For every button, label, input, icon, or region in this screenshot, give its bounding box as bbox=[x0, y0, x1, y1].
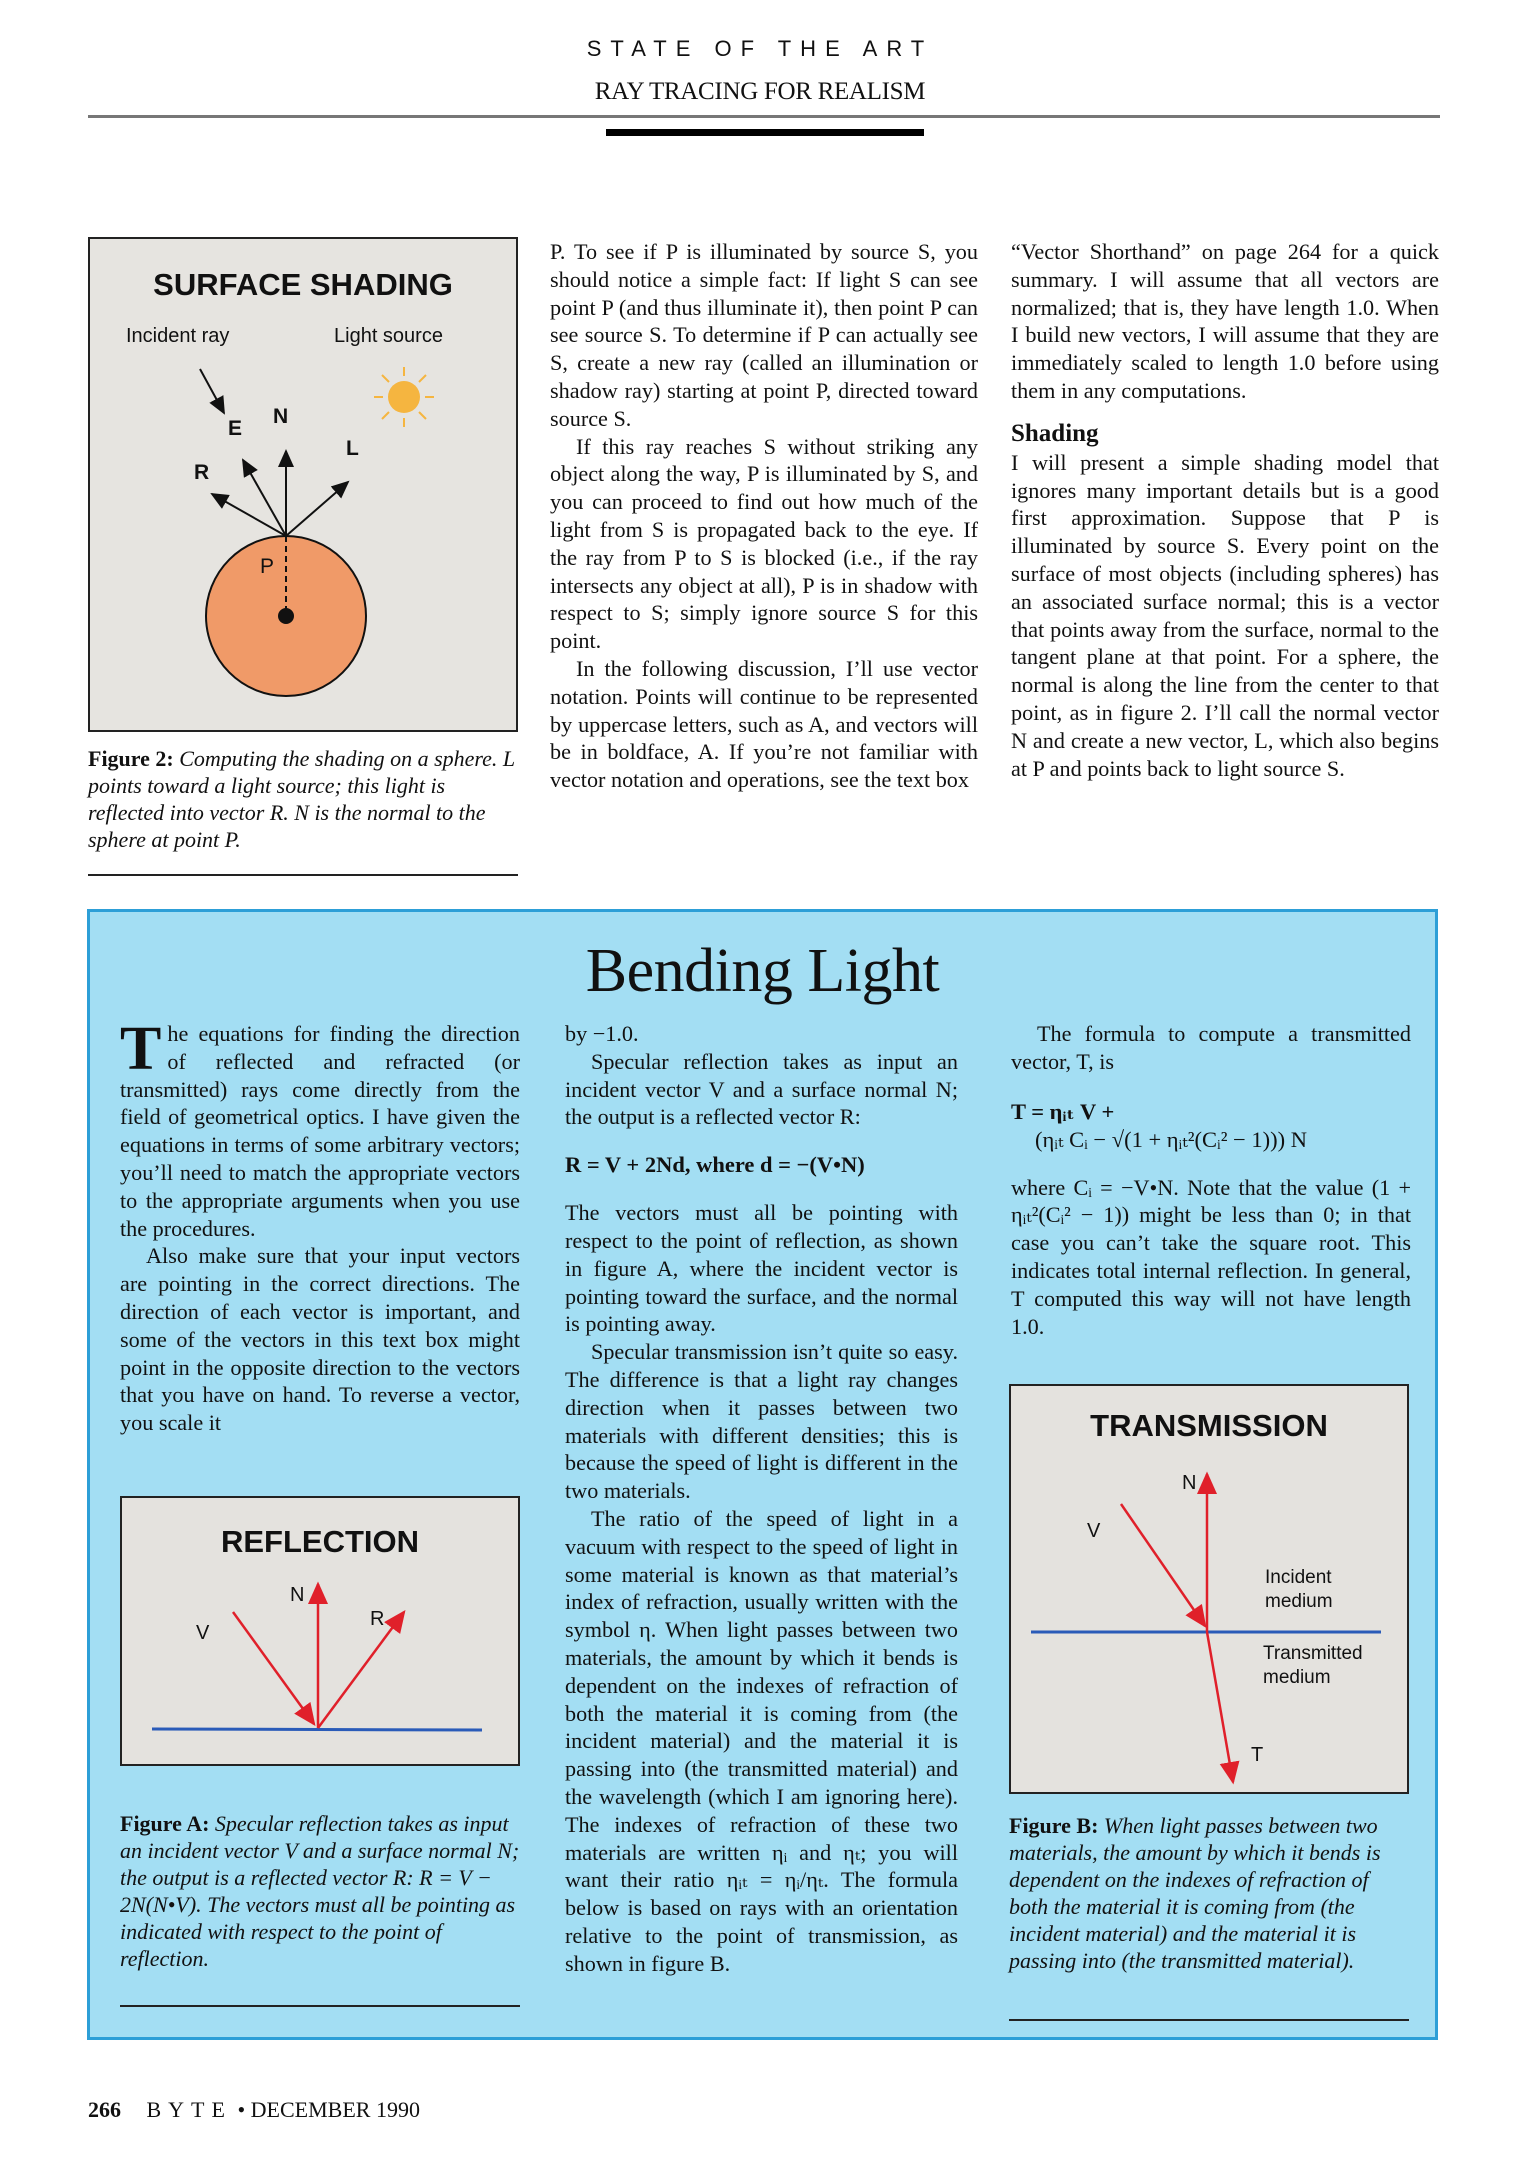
figure-a-caption-lead: Figure A: bbox=[120, 1811, 210, 1836]
incident-medium-line-2: medium bbox=[1265, 1591, 1333, 1612]
sidebar-paragraph: The ratio of the speed of light in a vacuum with respect to the speed of light in some material is known as that material’s index of refraction, usually written with the symbol η. When light passes between two materials, the amount by which it bends is dependent on the indexes of refraction of both the material it is coming from (the incident material) and the material it is passing into (the transmitted material) and the wavelength (which I am ignoring here). The indexes of refraction of these two materials are written ηᵢ and ηₜ; you will want their ratio ηᵢₜ = ηᵢ/ηₜ. The formula below is based on rays with an orientation relative to the point of transmission, as shown in figure B. bbox=[565, 1505, 958, 1976]
figure-2-caption-rule bbox=[88, 874, 518, 876]
article-paragraph: I will present a simple shading model that ignores many important details but is a good first approximation. Suppose that P is illuminated by source S. Every point on the surface of most objects (including spheres) has an associated surface normal; this is a vector that points away from the surface, normal to the tangent plane at that point. For a sphere, the normal is along the line from the center to that point, as in figure 2. I’ll call the normal vector N and create a new vector, L, which also begins at P and points back to light source S. bbox=[1011, 449, 1439, 781]
figure-b-transmission bbox=[1009, 1384, 1409, 1794]
vector-v-label: V bbox=[1087, 1520, 1101, 1542]
figure-a-caption bbox=[120, 1810, 520, 1972]
sidebar-paragraph: The formula to compute a transmitted vector, T, is bbox=[1011, 1021, 1411, 1074]
vector-l-label: L bbox=[346, 437, 359, 460]
vector-e-label: E bbox=[228, 417, 243, 440]
running-headline: RAY TRACING FOR REALISM bbox=[594, 78, 926, 105]
figure-b-caption bbox=[1009, 1812, 1409, 1974]
point-p-label: P bbox=[260, 555, 275, 578]
footer-separator: • bbox=[237, 2097, 246, 2122]
vector-n-label: N bbox=[290, 1584, 305, 1606]
figure-2-caption-text: Computing the shading on a sphere. L points toward a light source; this light is reflected into vector R. N is the normal to the sphere at point P. bbox=[88, 746, 515, 852]
transmission-formula-line-1: T = ηᵢₜ V + bbox=[1011, 1098, 1115, 1124]
header-rule bbox=[88, 115, 1440, 118]
sidebar-paragraph: Specular transmission isn’t quite so easy. The difference is that a light ray changes direction when it passes between two materials with different densities; this is because the speed of light is different in the two materials. bbox=[565, 1339, 958, 1504]
figure-b-caption-lead: Figure B: bbox=[1009, 1813, 1099, 1838]
section-kicker: STATE OF THE ART bbox=[586, 36, 934, 61]
figure-a-title: REFLECTION bbox=[220, 1524, 420, 1559]
figure-2-caption-lead: Figure 2: bbox=[88, 746, 174, 771]
sidebar-paragraph: where Cᵢ = −V•N. Note that the value (1 + ηᵢₜ²(Cᵢ² − 1)) might be less than 0; in that case you can’t take the square root. This indicates total internal reflection. In general, T computed this way will not have length 1.0. bbox=[1011, 1174, 1411, 1339]
sidebar-paragraph: Specular reflection takes as input an incident vector V and a surface normal N; the output is a reflected vector R: bbox=[565, 1048, 958, 1130]
light-source-label: Light source bbox=[334, 325, 443, 347]
vector-n-label: N bbox=[1182, 1472, 1197, 1494]
shading-diagram-icon bbox=[90, 239, 516, 730]
transmitted-medium-label bbox=[1263, 1642, 1363, 1690]
sidebar-paragraph: The vectors must all be pointing with respect to the point of reflection, as shown in figure A, where the incident vector is pointing toward the surface, and the normal is pointing away. bbox=[565, 1200, 958, 1337]
sidebar-column-2 bbox=[565, 1020, 958, 1978]
incident-ray-label: Incident ray bbox=[126, 325, 230, 347]
magazine-name: BYTE bbox=[146, 2097, 232, 2122]
figure-b-caption-rule bbox=[1009, 2019, 1409, 2021]
article-column-3 bbox=[1011, 238, 1439, 782]
issue-date: DECEMBER 1990 bbox=[250, 2097, 420, 2122]
sidebar-title: Bending Light bbox=[585, 937, 940, 1005]
sidebar-column-1 bbox=[120, 1015, 520, 1437]
figure-a-reflection bbox=[120, 1496, 520, 1766]
figure-a-caption-text: Specular reflection takes as input an incident vector V and a surface normal N; the output is a reflected vector R: R = V − 2N(N•V). The vectors must all be pointing as indicated with respect to the point of reflection. bbox=[120, 1811, 520, 1971]
incident-medium-label bbox=[1265, 1566, 1333, 1614]
vector-r-label: R bbox=[194, 461, 210, 484]
article-paragraph: If this ray reaches S without striking any object along the way, P is illuminated by S, and you can proceed to find out how much of the light from S is propagated back to the eye. If the ray from P to S is blocked (i.e., if the ray intersects any object at all), P is in shadow with respect to S; simply ignore source S for this point. bbox=[550, 433, 978, 654]
transmission-diagram-icon bbox=[1011, 1386, 1407, 1792]
article-column-2 bbox=[550, 238, 978, 794]
figure-a-caption-rule bbox=[120, 2005, 520, 2007]
figure-2-surface-shading bbox=[88, 237, 518, 732]
page-number: 266 bbox=[88, 2097, 121, 2122]
incident-medium-line-1: Incident bbox=[1265, 1567, 1332, 1588]
page-footer bbox=[88, 2097, 420, 2123]
sidebar-column-3 bbox=[1011, 1020, 1411, 1340]
vector-n-label: N bbox=[273, 405, 289, 428]
transmitted-medium-line-2: medium bbox=[1263, 1667, 1331, 1688]
article-paragraph: “Vector Shorthand” on page 264 for a quick summary. I will assume that all vectors are normalized; that is, they have length 1.0. When I build new vectors, I will assume that they are immediately scaled to length 1.0 before using them in any computations. bbox=[1011, 239, 1439, 403]
sidebar-paragraph: by −1.0. bbox=[565, 1021, 639, 1046]
figure-2-title: SURFACE SHADING bbox=[153, 267, 453, 302]
figure-b-title: TRANSMISSION bbox=[1090, 1408, 1328, 1443]
sidebar-bending-light bbox=[87, 909, 1438, 2040]
transmission-formula-line-2: (ηᵢₜ Cᵢ − √(1 + ηᵢₜ²(Cᵢ² − 1))) N bbox=[1035, 1126, 1307, 1152]
sidebar-paragraph: Also make sure that your input vectors are pointing in the correct directions. The direction of each vector is important, and some of the vectors in this text box might point in the opposite direction to the vectors that you have on hand. To reverse a vector, you scale it bbox=[120, 1243, 520, 1436]
figure-2-caption bbox=[88, 745, 518, 853]
reflection-diagram-icon bbox=[122, 1498, 518, 1764]
drop-cap: T bbox=[120, 1015, 162, 1083]
header-accent-bar bbox=[606, 129, 924, 136]
vector-v-label: V bbox=[196, 1622, 210, 1644]
vector-r-label: R bbox=[370, 1608, 385, 1630]
transmitted-medium-line-1: Transmitted bbox=[1263, 1643, 1363, 1664]
figure-b-caption-text: When light passes between two materials, the amount by which it bends is dependent on the indexes of refraction of both the material it is coming from (the incident material) and the material it is passing into (the transmitted material). bbox=[1009, 1813, 1381, 1973]
sidebar-paragraph: he equations for finding the direction of reflected and refracted (or transmitted) rays come directly from the field of geometrical optics. I have given the equations in terms of some arbitrary vectors; you’ll need to match the appropriate vectors to the appropriate arguments when you use the procedures. bbox=[120, 1021, 520, 1241]
article-paragraph: P. To see if P is illuminated by source S, you should notice a simple fact: If light S can see point P (and thus illuminate it), then point P can see source S. To determine if P can actually see S, create a new ray (called an illumination or shadow ray) starting at point P, directed toward source S. bbox=[550, 239, 978, 431]
article-paragraph: In the following discussion, I’ll use vector notation. Points will continue to be represented by uppercase letters, such as A, and vectors will be in boldface, A. If you’re not familiar with vector notation and operations, see the text box bbox=[550, 655, 978, 793]
reflection-formula: R = V + 2Nd, where d = −(V•N) bbox=[565, 1152, 865, 1178]
section-heading-shading: Shading bbox=[1011, 419, 1099, 447]
vector-t-label: T bbox=[1251, 1744, 1264, 1766]
sun-icon bbox=[374, 367, 434, 427]
